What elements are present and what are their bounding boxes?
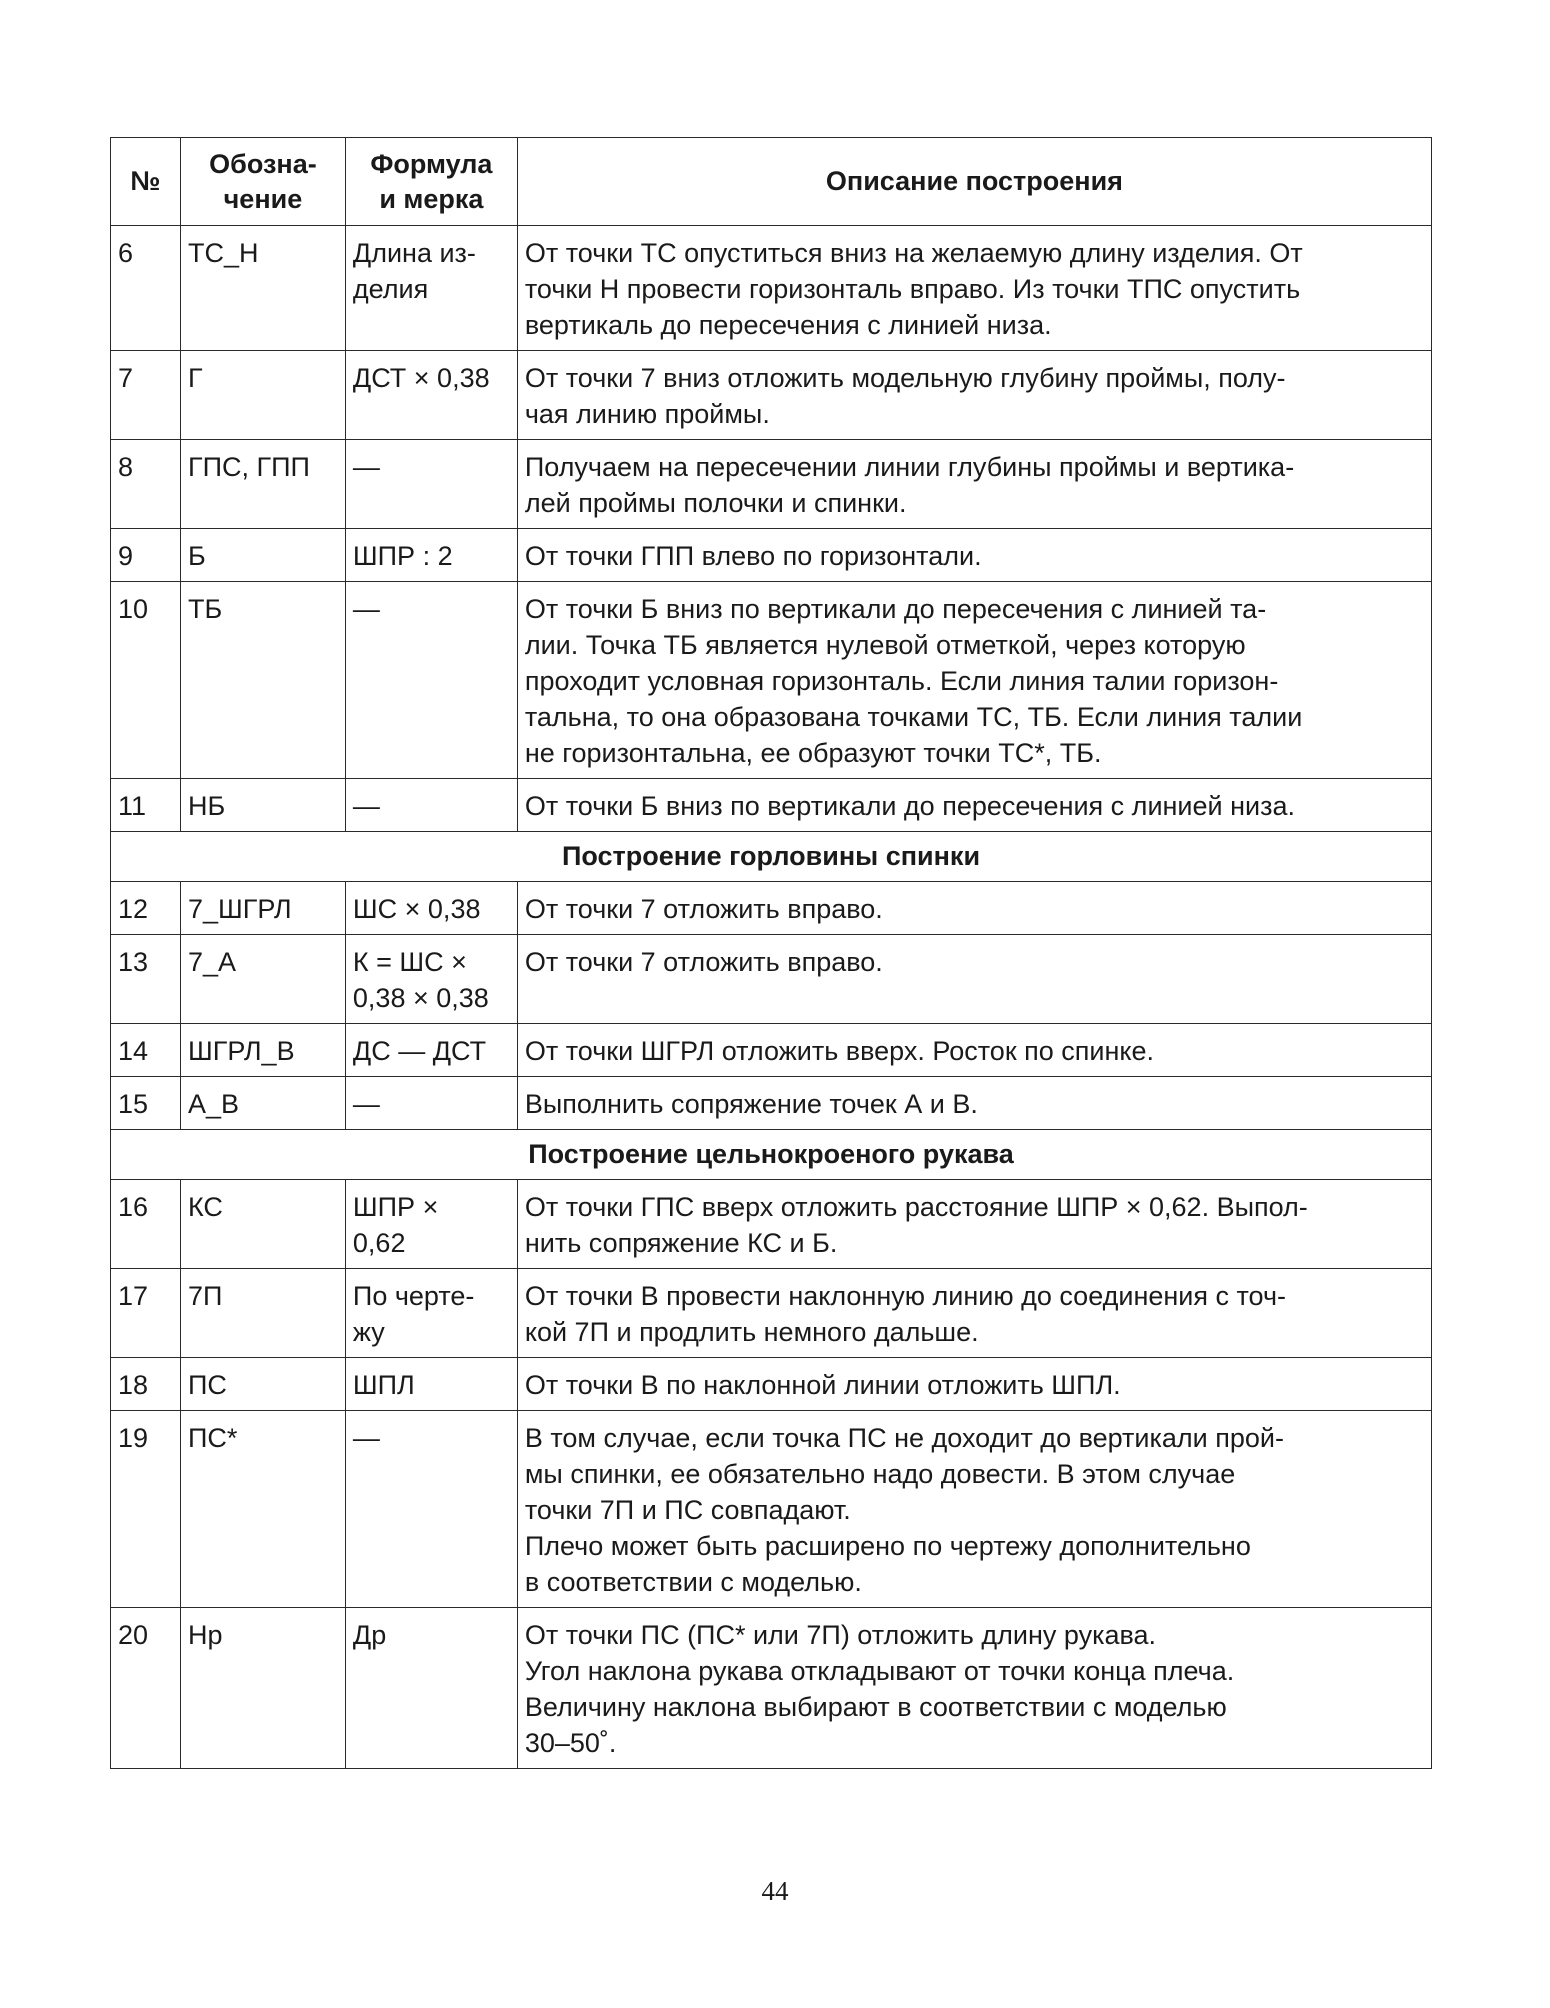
- table-row: [111, 1608, 1432, 1769]
- cell-description: [517, 882, 1431, 935]
- description-line: чая линию проймы.: [524, 399, 770, 429]
- cell-num: 8: [111, 440, 181, 529]
- cell-description: [517, 1180, 1431, 1269]
- cell-description: [517, 779, 1431, 832]
- cell-formula: [345, 1411, 517, 1608]
- description-line: 30–50˚.: [524, 1728, 617, 1758]
- section-back-neck: [111, 832, 1432, 882]
- description-line: не горизонтальна, ее образуют точки ТС*, ТБ.: [524, 738, 1102, 768]
- table-row: [111, 351, 1432, 440]
- formula-line: 0,62: [352, 1228, 406, 1258]
- description-line: вертикаль до пересечения с линией низа.: [524, 310, 1052, 340]
- description-line: От точки 7 отложить вправо.: [524, 894, 883, 924]
- cell-designation: НБ: [180, 779, 345, 832]
- cell-description: [517, 1024, 1431, 1077]
- description-line: кой 7П и продлить немного дальше.: [524, 1317, 979, 1347]
- description-line: Величину наклона выбирают в соответствии с моделью: [524, 1692, 1227, 1722]
- table-row: [111, 1024, 1432, 1077]
- formula-line: Др: [352, 1620, 387, 1650]
- cell-formula: [345, 882, 517, 935]
- description-line: От точки 7 вниз отложить модельную глубину проймы, полу-: [524, 363, 1286, 393]
- cell-num: 9: [111, 529, 181, 582]
- cell-formula: [345, 529, 517, 582]
- cell-designation: 7_ШГРЛ: [180, 882, 345, 935]
- cell-designation: ТС_Н: [180, 226, 345, 351]
- description-line: В том случае, если точка ПС не доходит до вертикали прой-: [524, 1423, 1284, 1453]
- cell-formula: [345, 1024, 517, 1077]
- table-row: [111, 582, 1432, 779]
- cell-num: 17: [111, 1269, 181, 1358]
- description-line: От точки ГПП влево по горизонтали.: [524, 541, 982, 571]
- cell-description: [517, 582, 1431, 779]
- formula-line: —: [352, 1089, 380, 1119]
- cell-description: [517, 351, 1431, 440]
- cell-designation: Г: [180, 351, 345, 440]
- description-line: Угол наклона рукава откладывают от точки конца плеча.: [524, 1656, 1235, 1686]
- formula-line: —: [352, 1423, 380, 1453]
- description-line: От точки В по наклонной линии отложить ШПЛ.: [524, 1370, 1121, 1400]
- header-row: [111, 138, 1432, 226]
- formula-line: 0,38 × 0,38: [352, 983, 489, 1013]
- cell-num: 19: [111, 1411, 181, 1608]
- cell-num: 18: [111, 1358, 181, 1411]
- cell-formula: [345, 935, 517, 1024]
- rows-sleeve: [111, 1180, 1432, 1769]
- description-line: От точки ТС опуститься вниз на желаемую длину изделия. От: [524, 238, 1303, 268]
- header-designation: Обозна- чение: [180, 138, 345, 226]
- cell-designation: ПС: [180, 1358, 345, 1411]
- section-title: Построение цельнокроеного рукава: [111, 1130, 1432, 1180]
- cell-num: 14: [111, 1024, 181, 1077]
- table-row: [111, 1411, 1432, 1608]
- table-row: [111, 882, 1432, 935]
- cell-description: [517, 1608, 1431, 1769]
- header-description: Описание построения: [517, 138, 1431, 226]
- cell-num: 6: [111, 226, 181, 351]
- cell-formula: [345, 351, 517, 440]
- cell-designation: ГПС, ГПП: [180, 440, 345, 529]
- description-line: От точки 7 отложить вправо.: [524, 947, 883, 977]
- cell-num: 15: [111, 1077, 181, 1130]
- cell-description: [517, 529, 1431, 582]
- formula-line: Длина из-: [352, 238, 476, 268]
- description-line: проходит условная горизонталь. Если линия талии горизон-: [524, 666, 1279, 696]
- description-line: От точки ГПС вверх отложить расстояние ШПР × 0,62. Выпол-: [524, 1192, 1308, 1222]
- description-line: От точки ПС (ПС* или 7П) отложить длину рукава.: [524, 1620, 1157, 1650]
- cell-description: [517, 1358, 1431, 1411]
- cell-num: 7: [111, 351, 181, 440]
- page-number: 44: [761, 1876, 789, 1906]
- cell-description: [517, 226, 1431, 351]
- formula-line: ДС — ДСТ: [352, 1036, 487, 1066]
- section-sleeve: [111, 1130, 1432, 1180]
- formula-line: К = ШС ×: [352, 947, 467, 977]
- formula-line: —: [352, 452, 380, 482]
- cell-formula: [345, 1358, 517, 1411]
- section-title: Построение горловины спинки: [111, 832, 1432, 882]
- header-num: №: [111, 138, 181, 226]
- cell-designation: ШГРЛ_В: [180, 1024, 345, 1077]
- formula-line: ШС × 0,38: [352, 894, 481, 924]
- table-row: [111, 1180, 1432, 1269]
- cell-formula: [345, 440, 517, 529]
- cell-description: [517, 935, 1431, 1024]
- section-row: [111, 832, 1432, 882]
- cell-designation: КС: [180, 1180, 345, 1269]
- description-line: От точки Б вниз по вертикали до пересечения с линией та-: [524, 594, 1267, 624]
- cell-formula: [345, 1269, 517, 1358]
- cell-designation: Б: [180, 529, 345, 582]
- description-line: мы спинки, ее обязательно надо довести. В этом случае: [524, 1459, 1236, 1489]
- cell-num: 20: [111, 1608, 181, 1769]
- rows-main: [111, 226, 1432, 832]
- rows-back-neck: [111, 882, 1432, 1130]
- formula-line: ШПР : 2: [352, 541, 453, 571]
- construction-table: [110, 137, 1432, 1769]
- cell-num: 16: [111, 1180, 181, 1269]
- table-row: [111, 1077, 1432, 1130]
- cell-designation: ТБ: [180, 582, 345, 779]
- table-row: [111, 779, 1432, 832]
- description-line: точки Н провести горизонталь вправо. Из точки ТПС опустить: [524, 274, 1301, 304]
- formula-line: —: [352, 594, 380, 624]
- description-line: Плечо может быть расширено по чертежу дополнительно: [524, 1531, 1251, 1561]
- cell-formula: [345, 1077, 517, 1130]
- cell-designation: 7_А: [180, 935, 345, 1024]
- description-line: лии. Точка ТБ является нулевой отметкой, через которую: [524, 630, 1246, 660]
- formula-line: делия: [352, 274, 429, 304]
- description-line: лей проймы полочки и спинки.: [524, 488, 907, 518]
- cell-designation: Нр: [180, 1608, 345, 1769]
- cell-designation: 7П: [180, 1269, 345, 1358]
- description-line: тальна, то она образована точками ТС, ТБ. Если линия талии: [524, 702, 1303, 732]
- description-line: в соответствии с моделью.: [524, 1567, 862, 1597]
- formula-line: ДСТ × 0,38: [352, 363, 490, 393]
- description-line: От точки В провести наклонную линию до соединения с точ-: [524, 1281, 1287, 1311]
- cell-description: [517, 1077, 1431, 1130]
- cell-designation: А_В: [180, 1077, 345, 1130]
- description-line: нить сопряжение КС и Б.: [524, 1228, 838, 1258]
- cell-description: [517, 1269, 1431, 1358]
- cell-formula: [345, 226, 517, 351]
- cell-num: 11: [111, 779, 181, 832]
- cell-description: [517, 440, 1431, 529]
- header-formula: Формула и мерка: [345, 138, 517, 226]
- formula-line: жу: [352, 1317, 385, 1347]
- cell-formula: [345, 779, 517, 832]
- cell-num: 13: [111, 935, 181, 1024]
- description-line: точки 7П и ПС совпадают.: [524, 1495, 851, 1525]
- cell-formula: [345, 1608, 517, 1769]
- formula-line: —: [352, 791, 380, 821]
- table-row: [111, 1358, 1432, 1411]
- description-line: Получаем на пересечении линии глубины проймы и вертика-: [524, 452, 1295, 482]
- cell-formula: [345, 582, 517, 779]
- table-row: [111, 935, 1432, 1024]
- table-row: [111, 1269, 1432, 1358]
- section-row: [111, 1130, 1432, 1180]
- table-row: [111, 226, 1432, 351]
- formula-line: ШПЛ: [352, 1370, 415, 1400]
- table-row: [111, 529, 1432, 582]
- formula-line: По черте-: [352, 1281, 475, 1311]
- cell-num: 10: [111, 582, 181, 779]
- formula-line: ШПР ×: [352, 1192, 439, 1222]
- cell-description: [517, 1411, 1431, 1608]
- table-row: [111, 440, 1432, 529]
- description-line: От точки Б вниз по вертикали до пересечения с линией низа.: [524, 791, 1296, 821]
- cell-designation: ПС*: [180, 1411, 345, 1608]
- description-line: От точки ШГРЛ отложить вверх. Росток по спинке.: [524, 1036, 1155, 1066]
- cell-formula: [345, 1180, 517, 1269]
- description-line: Выполнить сопряжение точек А и В.: [524, 1089, 978, 1119]
- cell-num: 12: [111, 882, 181, 935]
